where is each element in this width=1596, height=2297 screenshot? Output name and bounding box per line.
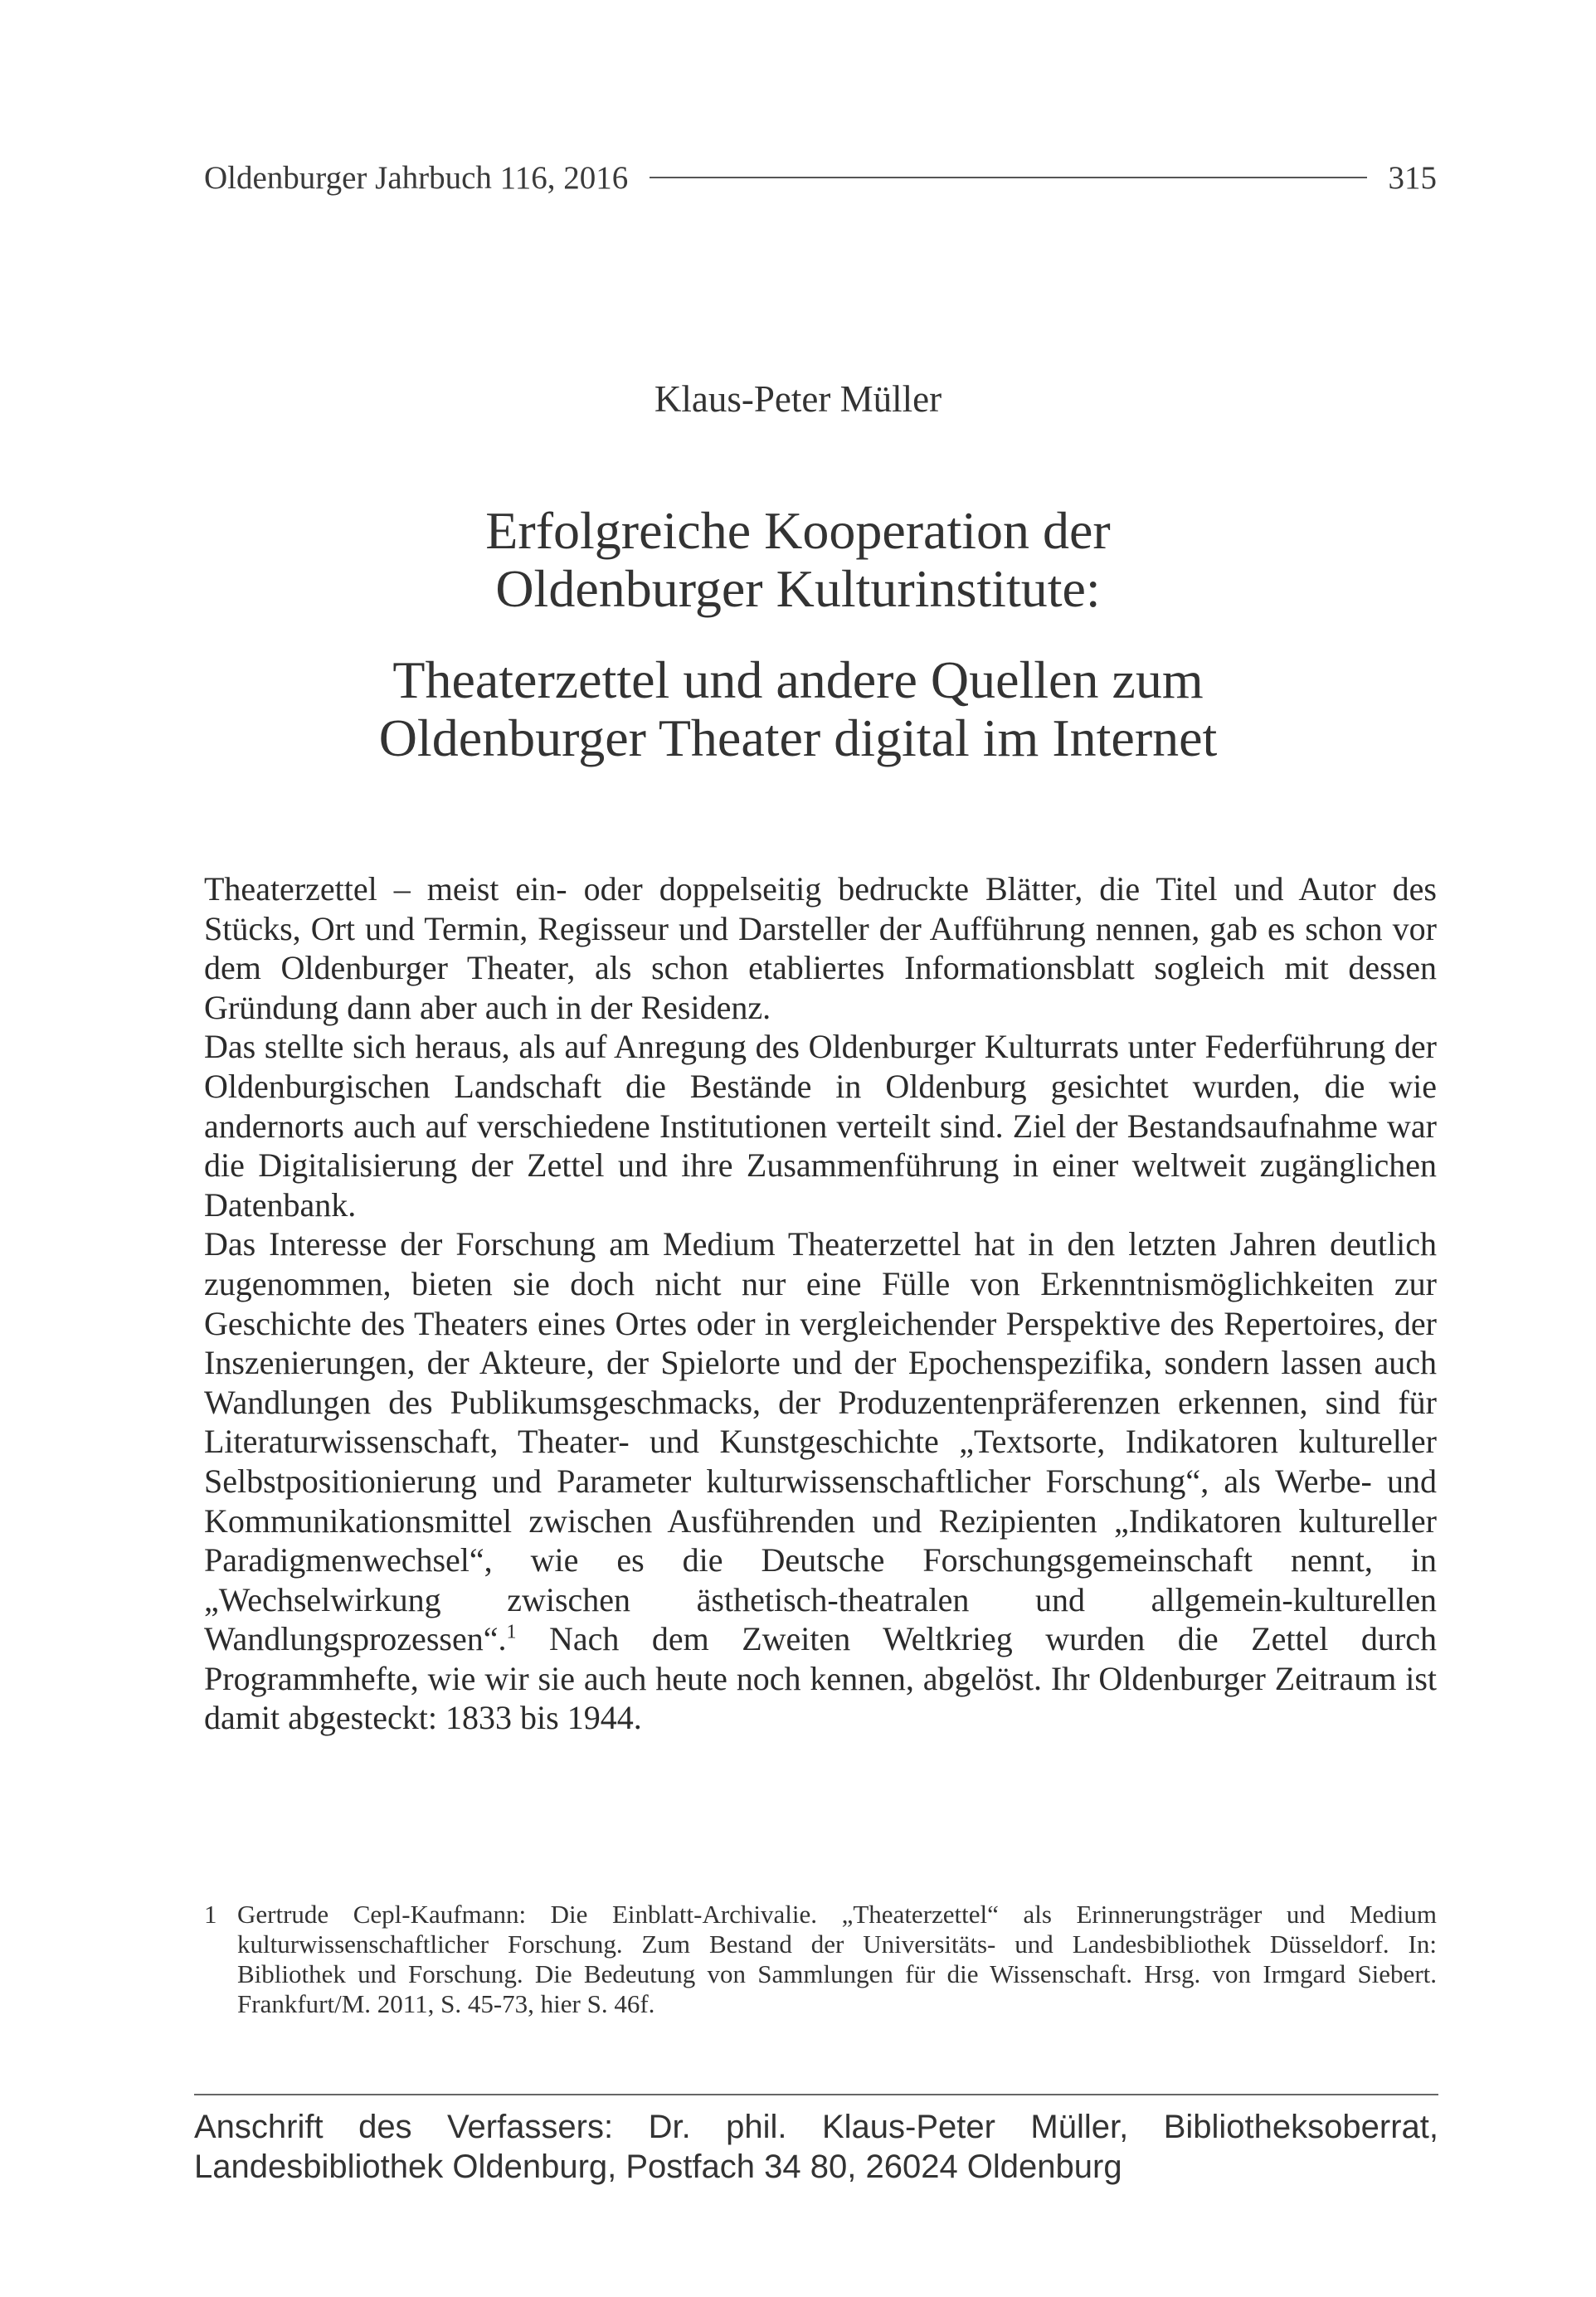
article-body bbox=[204, 869, 1437, 1738]
article-title bbox=[0, 502, 1596, 618]
body-paragraph-3-part-1: Das Interesse der Forschung am Medium Theaterzettel hat in den letzten Jahren deutlich zugenommen, bieten sie doch nicht nur eine Fülle von Erkenntnismöglichkeiten zur Geschichte des Theaters eines Ortes oder in vergleichender Perspektive des Repertoires, der Inszenierungen, der Akteure, der Spielorte und der Epochenspezifika, sondern lassen auch Wandlungen des Publikumsgeschmacks, der Produzentenpräferenzen erkennen, sind für Literaturwissenschaft, Theater- und Kunstgeschichte „Textsorte, Indikatoren kultureller Selbstpositionierung und Parameter kulturwissenschaftlicher Forschung“, als Werbe- und Kommunikationsmittel zwischen Ausführenden und Rezipienten „Indikatoren kultureller Paradigmenwechsel“, wie es die Deutsche Forschungsgemeinschaft nennt, in „Wechselwirkung zwischen ästhetisch-theatralen und allgemein-kulturellen Wandlungsprozessen“. bbox=[204, 1225, 1437, 1658]
footnote-number: 1 bbox=[204, 1900, 217, 1929]
journal-title: Oldenburger Jahrbuch 116, 2016 bbox=[204, 159, 629, 196]
body-paragraph-2: Das stellte sich heraus, als auf Anregung des Oldenburger Kulturrats unter Federführung der Oldenburgischen Landschaft die Bestände in Oldenburg gesichtet wurden, die wie andernorts auch auf verschiedene Institutionen verteilt sind. Ziel der Bestandsaufnahme war die Digitalisierung der Zettel und ihre Zusammenführung in einer weltweit zugänglichen Datenbank. bbox=[204, 1028, 1437, 1224]
footnote bbox=[204, 1900, 1437, 2019]
footnote-text: Gertrude Cepl-Kaufmann: Die Einblatt-Archivalie. „Theaterzettel“ als Erinnerungsträger und Medium kulturwissenschaftlicher Forschung. Zum Bestand der Universitäts- und Landesbibliothek Düsseldorf. In: Bibliothek und Forschung. Die Bedeutung von Sammlungen für die Wissenschaft. Hrsg. von Irmgard Siebert. Frankfurt/M. 2011, S. 45-73, hier S. 46f. bbox=[237, 1900, 1437, 2018]
title-line-1: Erfolgreiche Kooperation der bbox=[485, 501, 1111, 560]
header-rule bbox=[650, 177, 1366, 178]
subtitle-line-1: Theaterzettel und andere Quellen zum bbox=[392, 650, 1204, 709]
body-paragraph-1: Theaterzettel – meist ein- oder doppelseitig bedruckte Blätter, die Titel und Autor des Stücks, Ort und Termin, Regisseur und Darsteller der Aufführung nennen, gab es schon vor dem Oldenburger Theater, als schon etabliertes Informationsblatt sogleich mit dessen Gründung dann aber auch in der Residenz. bbox=[204, 870, 1437, 1026]
address-rule bbox=[194, 2094, 1438, 2095]
body-paragraph-3-part-2: Nach dem Zweiten Weltkrieg wurden die Zettel durch Programmhefte, wie wir sie auch heute noch kennen, abgelöst. Ihr Oldenburger Zeitraum ist damit abgesteckt: 1833 bis 1944. bbox=[204, 1620, 1437, 1737]
page-number: 315 bbox=[1388, 159, 1437, 196]
subtitle-line-2: Oldenburger Theater digital im Internet bbox=[378, 708, 1218, 767]
body-paragraph-3 bbox=[204, 1224, 1437, 1738]
footnote-reference[interactable]: 1 bbox=[506, 1621, 517, 1643]
running-header bbox=[204, 153, 1437, 202]
article-subtitle bbox=[0, 651, 1596, 767]
author-name: Klaus-Peter Müller bbox=[654, 378, 942, 420]
author-address: Anschrift des Verfassers: Dr. phil. Klaus-Peter Müller, Bibliotheksoberrat, Landesbibliothek Oldenburg, Postfach 34 80, 26024 Oldenburg bbox=[194, 2109, 1438, 2185]
title-line-2: Oldenburger Kulturinstitute: bbox=[495, 559, 1101, 618]
